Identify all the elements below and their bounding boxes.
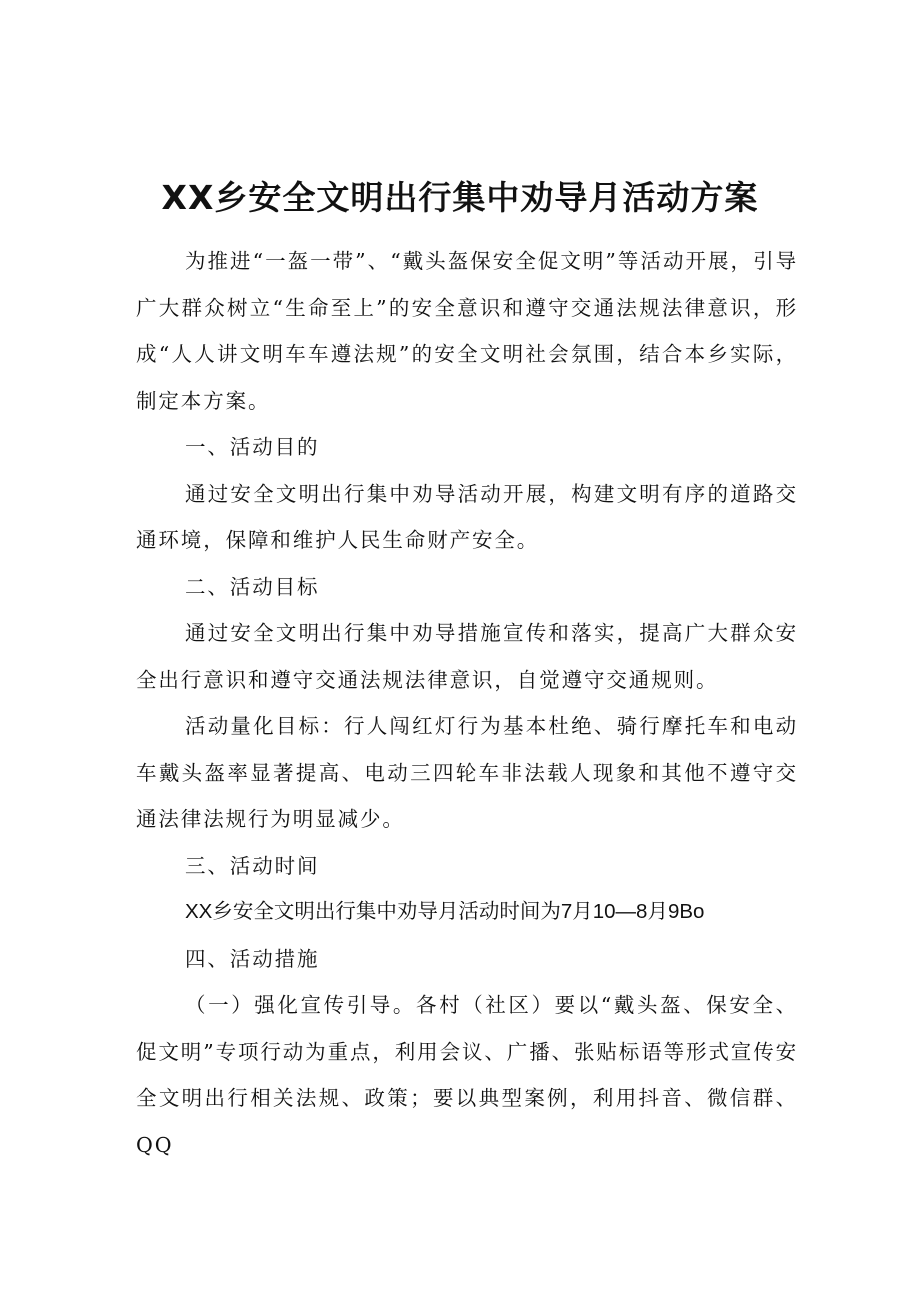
time-paragraph: XX乡安全文明出行集中劝导月活动时间为7月10—8月9Bo [185,900,705,923]
section-heading-purpose: 一、活动目的 [185,435,320,459]
purpose-paragraph: 通过安全文明出行集中劝导活动开展，构建文明有序的道路交通环境，保障和维护人民生命财产安全。 [136,481,798,552]
measures-paragraph-1: （一）强化宣传引导。各村（社区）要以“戴头盔、保安全、促文明”专项行动为重点，利用会议、广播、张贴标语等形式宣传安全文明出行相关法规、政策；要以典型案例，利用抖音、微信群、QQ [136,993,798,1157]
document-title: XX乡安全文明出行集中劝导月活动方案 [161,178,759,217]
section-heading-measures: 四、活动措施 [185,946,320,971]
quantified-goals-paragraph: 活动量化目标：行人闯红灯行为基本杜绝、骑行摩托车和电动车戴头盔率显著提高、电动三四轮车非法载人现象和其他不遵守交通法律法规行为明显减少。 [136,714,798,831]
document-body [136,238,798,1168]
section-heading-time: 三、活动时间 [185,853,320,878]
intro-paragraph: 为推进“一盔一带”、“戴头盔保安全促文明”等活动开展，引导广大群众树立“生命至上”的安全意识和遵守交通法规法律意识，形成“人人讲文明车车遵法规”的安全文明社会氛围，结合本乡实际，制定本方案。 [136,249,798,413]
section-heading-goals: 二、活动目标 [185,574,320,599]
goals-paragraph: 通过安全文明出行集中劝导措施宣传和落实，提高广大群众安全出行意识和遵守交通法规法律意识，自觉遵守交通规则。 [136,621,798,692]
